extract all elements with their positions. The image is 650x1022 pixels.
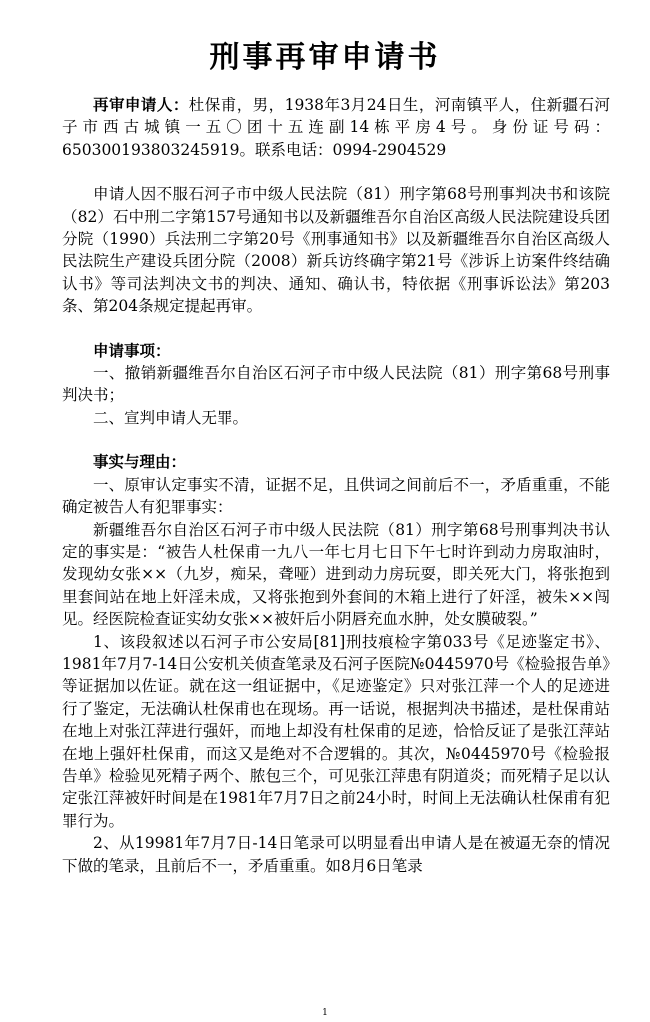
request-item: 二、宣判申请人无罪。 (93, 408, 249, 427)
facts-paragraph: 新疆维吾尔自治区石河子市中级人民法院（81）刑字第68号刑事判决书认定的事实是：“被告人杜保甫一九八一年七月七日下午七时许到动力房取油时，发现幼女张××（九岁，痴呆，聋哑）进到动力房玩耍，即关死大门，将张抱到里套间站在地上奸淫未成，又将张抱到外套间的木箱上进行了奸淫，被朱××闯见。经医院检查证实幼女张××被奸后小阴唇充血水肿，处女膜破裂。” (62, 520, 610, 629)
intro-paragraph: 申请人因不服石河子市中级人民法院（81）刑字第68号刑事判决书和该院（82）石中刑二字第157号通知书以及新疆维吾尔自治区高级人民法院建设兵团分院（1990）兵法刑二字第20号《刑事通知书》以及新疆维吾尔自治区高级人民法院生产建设兵团分院（2008）新兵访终确字第21号《涉诉上访案件终结确认书》等司法判决文书的判决、通知、确认书，特依据《刑事诉讼法》第203条、第204条规定提起再审。 (62, 185, 610, 316)
document-body (62, 94, 610, 877)
page-number: 1 (322, 1008, 328, 1018)
document-title: 刑事再审申请书 (209, 40, 441, 75)
request-item: 一、撤销新疆维吾尔自治区石河子市中级人民法院（81）刑字第68号刑事判决书； (62, 364, 610, 405)
applicant-paragraph (62, 94, 610, 161)
facts-paragraph: 1、该段叙述以石河子市公安局[81]刑技痕检字第033号《足迹鉴定书》、1981年7月7-14日公安机关侦查笔录及石河子医院№0445970号《检验报告单》等证据加以佐证。就在这一组证据中，《足迹鉴定》只对张江萍一个人的足迹进行了鉴定，无法确认杜保甫也在现场。再一话说，根据判决书描述，是杜保甫站在地上对张江萍进行强奸，而地上却没有杜保甫的足迹，恰恰反证了是张江萍站在地上强奸杜保甫，而这又是绝对不合逻辑的。其次，№0445970号《检验报告单》检验见死精子两个、脓包三个，可见张江萍患有阴道炎；而死精子足以认定张江萍被奸时间是在1981年7月7日之前24小时，时间上无法确认杜保甫有犯罪行为。 (62, 632, 610, 830)
requests-heading: 申请事项： (93, 341, 171, 360)
applicant-label: 再审申请人： (93, 96, 189, 114)
facts-heading: 事实与理由： (93, 453, 187, 472)
facts-paragraph: 一、原审认定事实不清，证据不足，且供词之间前后不一，矛盾重重，不能确定被告人有犯罪事实： (62, 475, 610, 517)
applicant-text: 杜保甫，男，1938年3月24日生，河南镇平人，住新疆石河子市西古城镇一五〇团十五连副14栋平房4号。身份证号码：650300193803245919。联系电话：0994-2904529 (62, 96, 610, 159)
facts-paragraph: 2、从19981年7月7日-14日笔录可以明显看出申请人是在被逼无奈的情况下做的笔录，且前后不一，矛盾重重。如8月6日笔录 (62, 834, 610, 875)
